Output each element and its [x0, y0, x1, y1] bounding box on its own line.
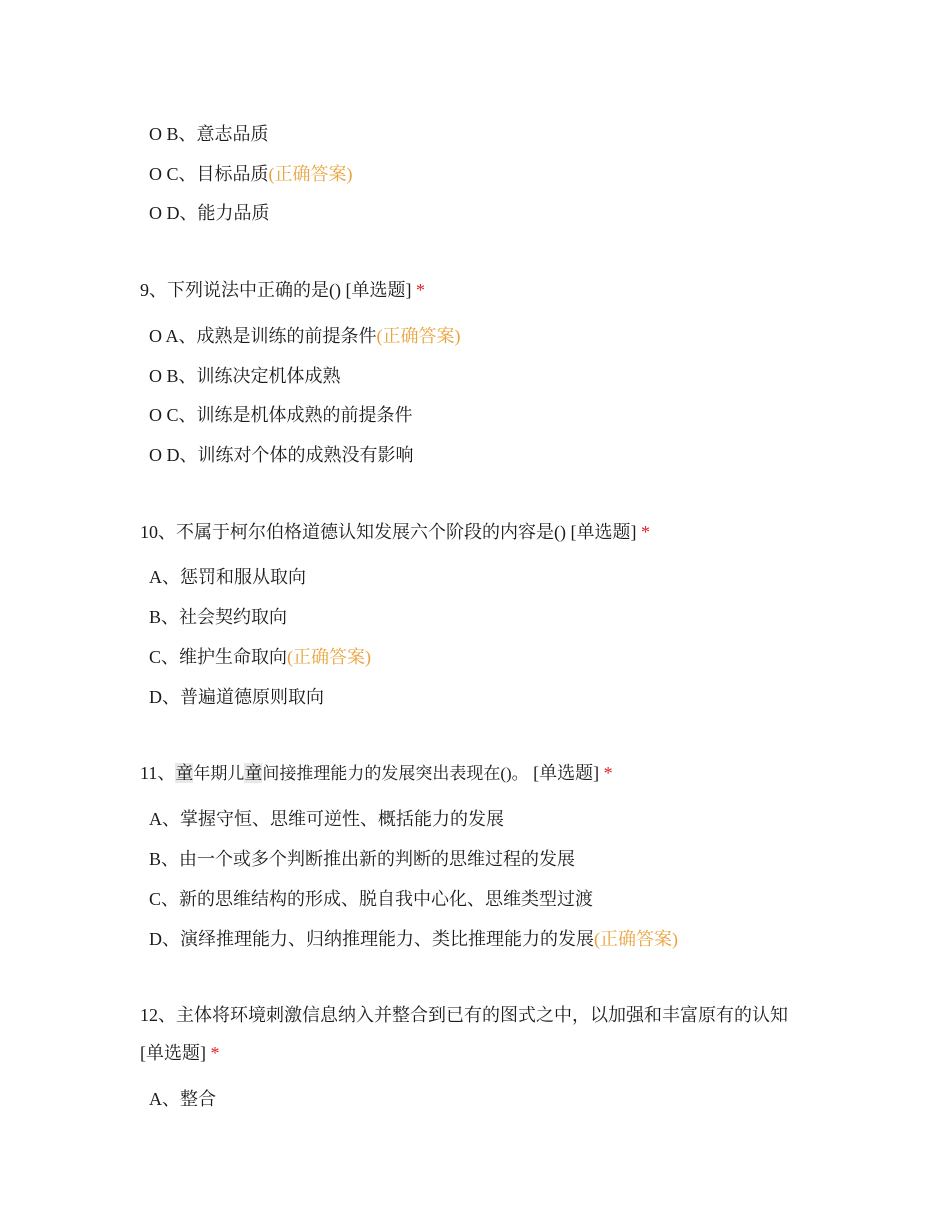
q12-title-line-2 [140, 1041, 220, 1065]
highlighted-text: 童 [244, 763, 263, 783]
question-number: 11、 [140, 763, 176, 783]
q11-option-d[interactable] [149, 927, 678, 951]
option-text: O C、目标品质 [149, 164, 269, 184]
q11-option-b[interactable] [149, 847, 575, 871]
q10-option-d[interactable] [149, 685, 324, 709]
question-type: [单选题] [528, 763, 600, 783]
q9-option-c[interactable] [149, 403, 413, 427]
option-text: A、惩罚和服从取向 [149, 567, 306, 587]
question-text: 9、下列说法中正确的是() [单选题] [140, 280, 412, 300]
correct-answer-tag: (正确答案) [594, 929, 678, 949]
required-mark: * [210, 1043, 220, 1063]
option-text: O B、训练决定机体成熟 [149, 366, 341, 386]
highlighted-text: 童 [175, 763, 194, 783]
option-text: A、掌握守恒、思维可逆性、概括能力的发展 [149, 809, 504, 829]
option-text: O D、能力品质 [149, 203, 270, 223]
q9-option-a[interactable] [149, 324, 461, 348]
question-text: 间接推理能力的发展突出表现在()。 [262, 764, 529, 783]
option-text: O A、成熟是训练的前提条件 [149, 326, 377, 346]
option-text: D、演绎推理能力、归纳推理能力、类比推理能力的发展 [149, 929, 594, 949]
q10-title [140, 520, 650, 544]
correct-answer-tag: (正确答案) [268, 164, 353, 184]
q10-option-c[interactable] [149, 645, 371, 669]
q11-title [140, 761, 613, 785]
q10-option-b[interactable] [149, 605, 287, 629]
q8-option-b[interactable] [149, 122, 269, 146]
correct-answer-tag: (正确答案) [376, 326, 461, 346]
q8-option-d[interactable] [149, 201, 270, 225]
required-mark: * [603, 763, 613, 783]
option-text: O C、训练是机体成熟的前提条件 [149, 405, 413, 425]
option-text: A、整合 [149, 1089, 216, 1109]
question-text: 12、主体将环境刺激信息纳入并整合到已有的图式之中，以加强和丰富原有的认知 [140, 1005, 788, 1025]
option-text: C、维护生命取向 [149, 647, 288, 667]
option-text: D、普遍道德原则取向 [149, 687, 324, 707]
q12-option-a[interactable] [149, 1087, 216, 1111]
option-text: O B、意志品质 [149, 124, 269, 144]
q11-option-a[interactable] [149, 807, 504, 831]
q12-title-line-1 [140, 1003, 788, 1027]
q11-option-c[interactable] [149, 887, 593, 911]
q9-option-b[interactable] [149, 364, 341, 388]
question-type: [单选题] [140, 1043, 206, 1063]
q9-option-d[interactable] [149, 443, 414, 467]
correct-answer-tag: (正确答案) [287, 647, 372, 667]
option-text: O D、训练对个体的成熟没有影响 [149, 445, 414, 465]
question-text: 年期儿 [193, 764, 245, 783]
q9-title [140, 278, 425, 302]
q10-option-a[interactable] [149, 565, 306, 589]
option-text: B、社会契约取向 [149, 607, 288, 627]
option-text: B、由一个或多个判断推出新的判断的思维过程的发展 [149, 849, 576, 869]
q8-option-c[interactable] [149, 162, 353, 186]
question-text: 10、不属于柯尔伯格道德认知发展六个阶段的内容是() [单选题] [140, 522, 637, 542]
required-mark: * [640, 522, 650, 542]
option-text: C、新的思维结构的形成、脱自我中心化、思维类型过渡 [149, 889, 594, 909]
required-mark: * [415, 280, 425, 300]
